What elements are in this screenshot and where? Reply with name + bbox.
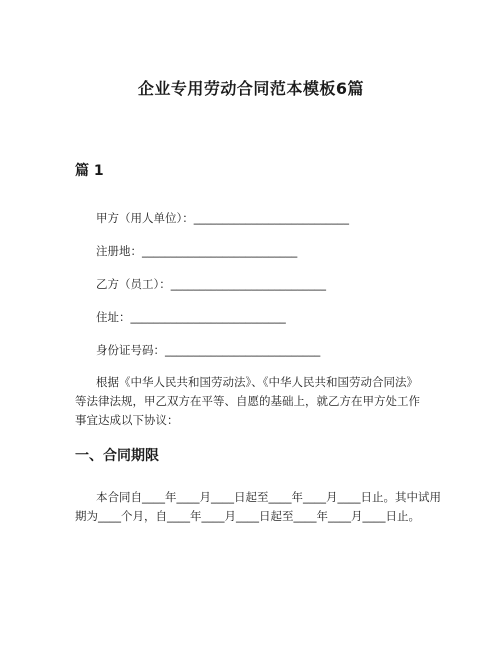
contract-term-line-2: 期为____个月，自____年____月____日起至____年____月____日止。 bbox=[75, 509, 420, 523]
clause-heading-contract-term: 一、合同期限 bbox=[75, 448, 159, 464]
intro-paragraph bbox=[75, 373, 443, 430]
contract-term-line-1: 本合同自____年____月____日起至____年____月____日止。其中试用 bbox=[96, 490, 441, 504]
intro-line-2: 等法律法规，甲乙双方在平等、自愿的基础上，就乙方在甲方处工作 bbox=[75, 394, 420, 408]
section-heading-1: 篇 1 bbox=[75, 163, 104, 179]
party-a-field: 甲方（用人单位）：___________________________ bbox=[96, 211, 349, 225]
registered-address-field: 注册地：___________________________ bbox=[96, 244, 298, 258]
intro-line-1: 根据《中华人民共和国劳动法》、《中华人民共和国劳动合同法》 bbox=[96, 375, 418, 389]
contract-term-paragraph bbox=[75, 488, 443, 526]
intro-line-3: 事宜达成以下协议： bbox=[75, 413, 179, 427]
address-field: 住址：___________________________ bbox=[96, 310, 286, 324]
id-number-field: 身份证号码：___________________________ bbox=[96, 343, 321, 357]
document-title: 企业专用劳动合同范本模板6篇 bbox=[137, 79, 365, 98]
party-b-field: 乙方（员工）：___________________________ bbox=[96, 277, 326, 291]
